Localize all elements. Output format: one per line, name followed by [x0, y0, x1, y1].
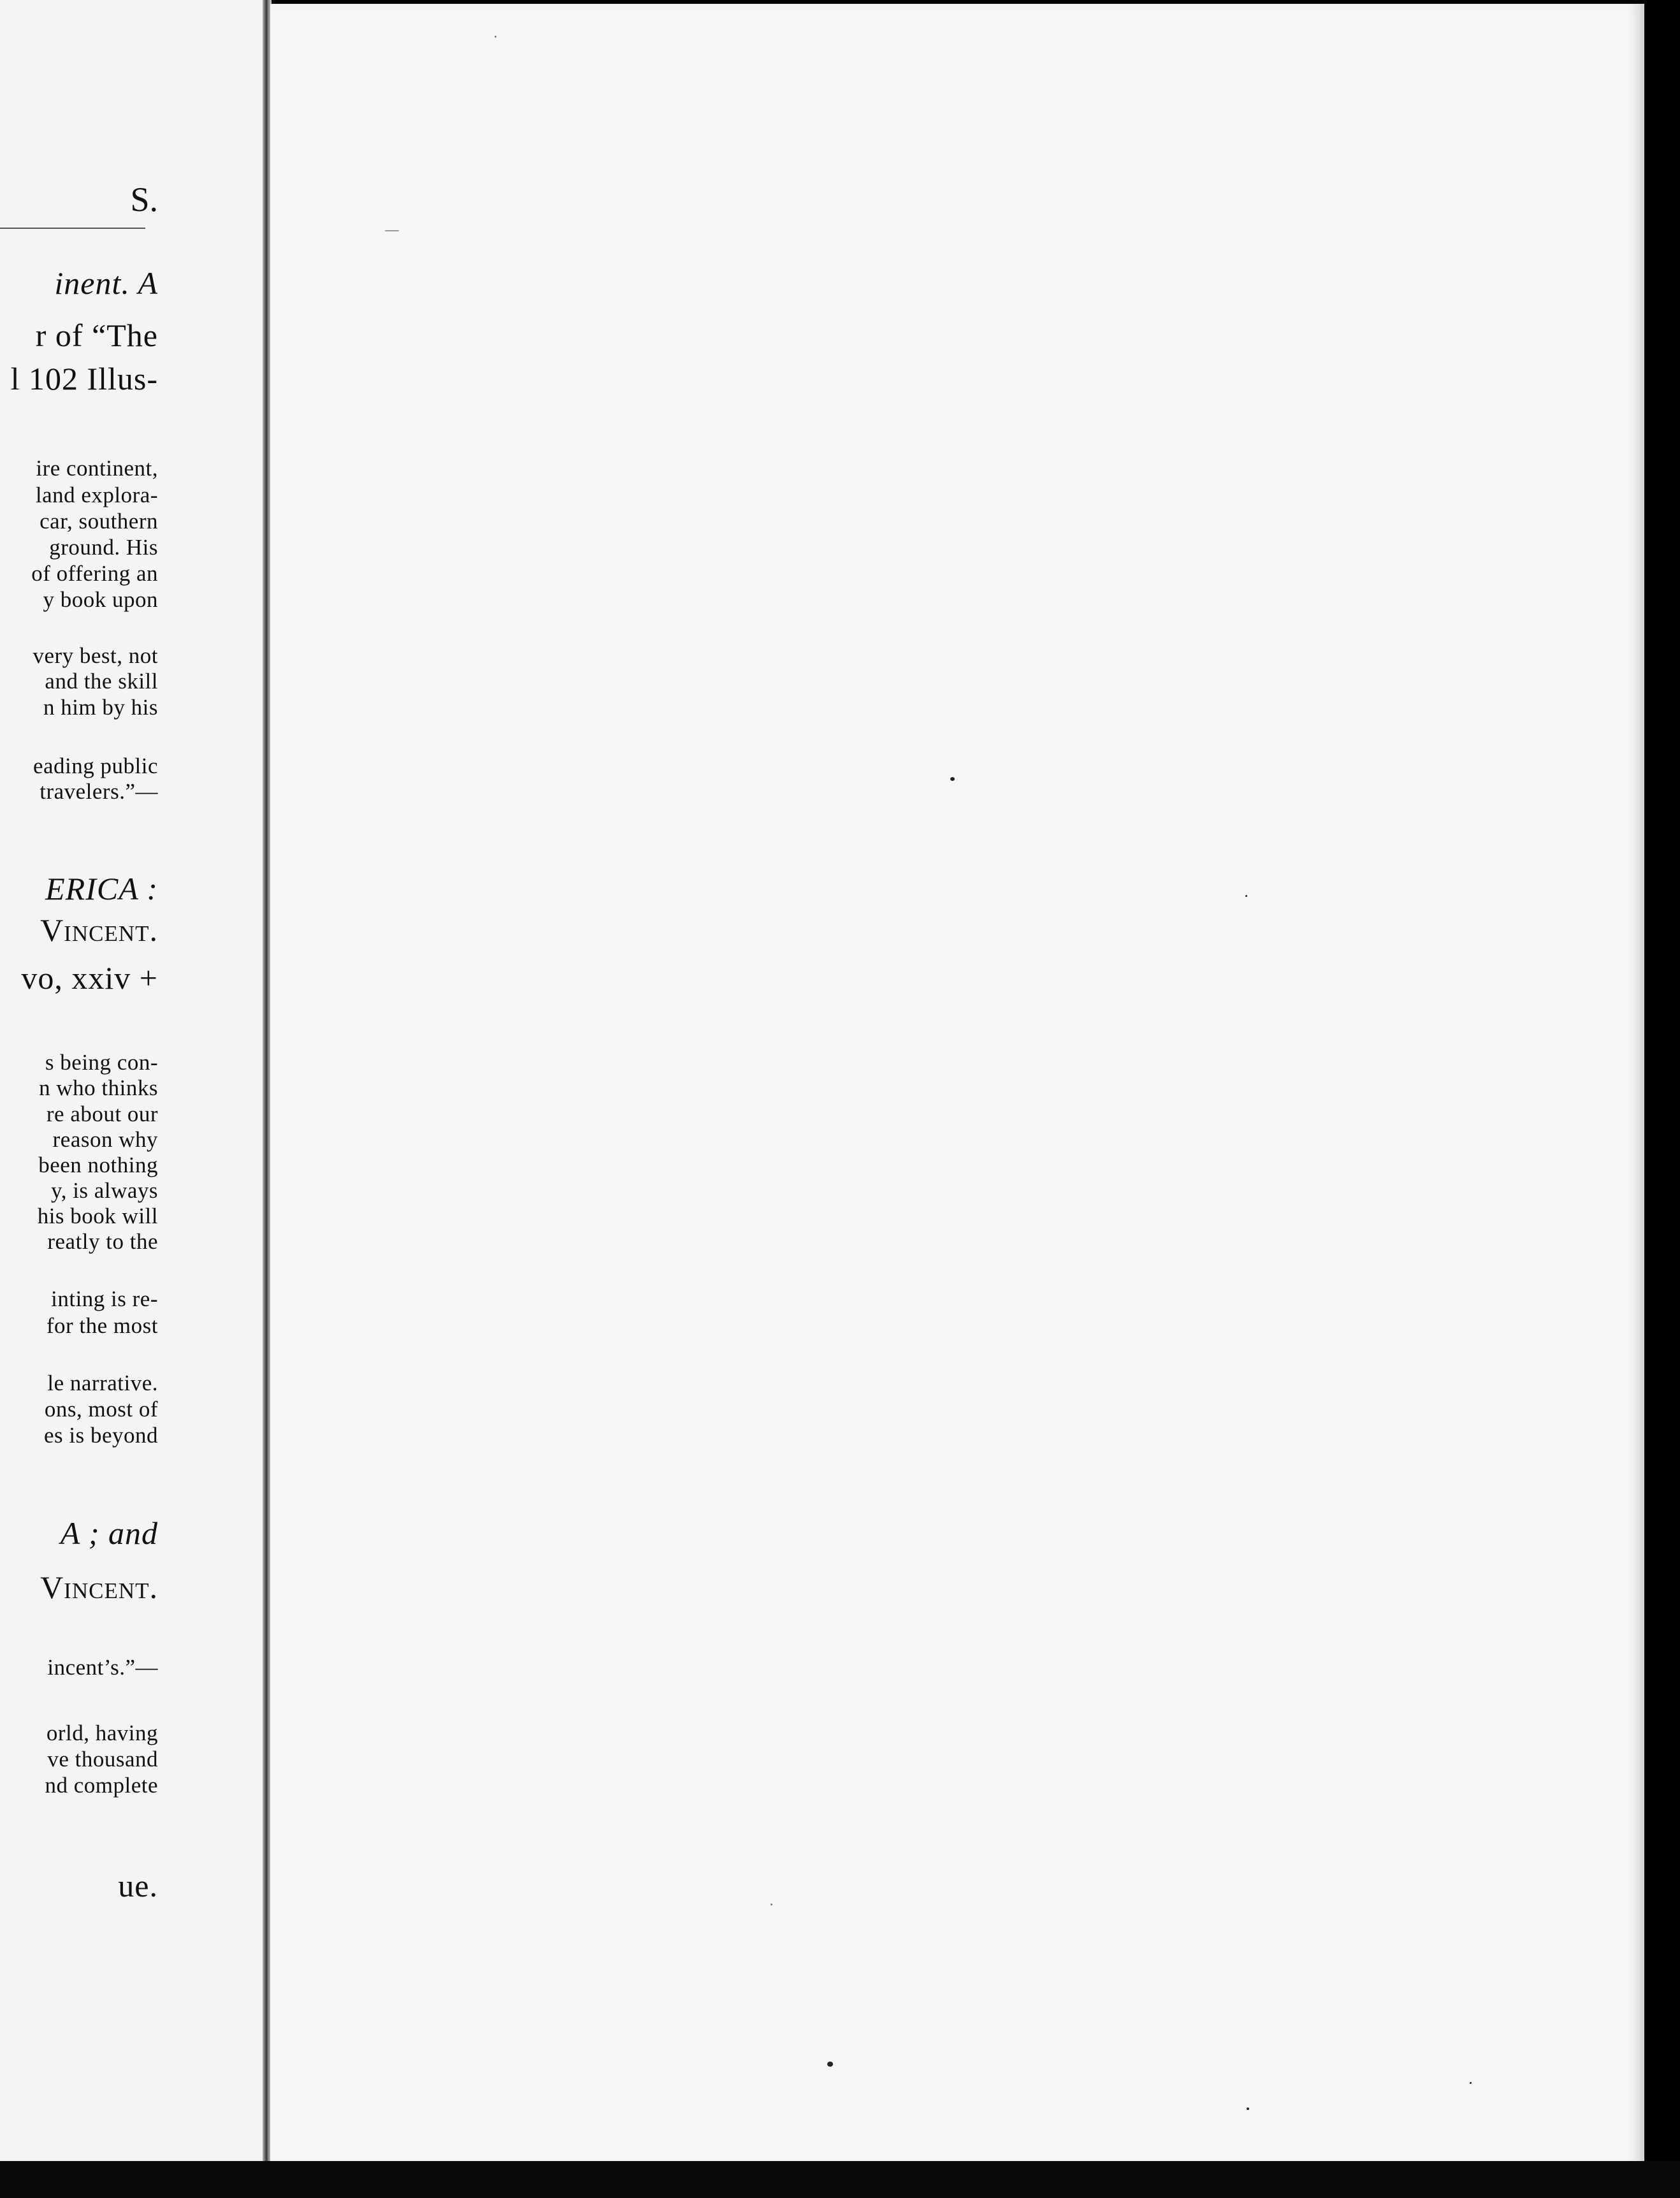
entry-2-title-line-3: vo, xxiv +	[21, 960, 158, 996]
entry-2-author: Vincent.	[40, 912, 158, 948]
entry-2-review-line: re about our	[46, 1102, 158, 1126]
entry-2-review-line: for the most	[46, 1313, 158, 1338]
entry-2-review-line: ons, most of	[44, 1397, 158, 1422]
entry-2-review-line: n who thinks	[39, 1075, 158, 1100]
entry-2-review-line: been nothing	[38, 1153, 158, 1177]
entry-3-review-line: incent’s.”—	[47, 1655, 158, 1680]
entry-1-title-text: inent. A	[54, 265, 158, 301]
entry-2-review-line: reason why	[52, 1127, 158, 1152]
catalogue-fragment: ue.	[118, 1868, 158, 1903]
entry-1-title-line-2: r of “The	[35, 317, 158, 353]
entry-3-review-line: ve thousand	[47, 1747, 158, 1772]
entry-2-review-line: inting is re-	[51, 1286, 158, 1311]
entry-2-review-line: s being con-	[45, 1050, 158, 1075]
entry-1-review-line: eading public	[33, 753, 158, 778]
entry-2-review-line: reatly to the	[47, 1229, 158, 1254]
entry-1-title-line-1	[54, 265, 158, 302]
paper-speck	[771, 1903, 772, 1905]
entry-3-title-line-1: A ; and	[60, 1515, 158, 1551]
entry-1-review-line: very best, not	[33, 643, 158, 668]
heading-rule	[0, 228, 145, 229]
entry-1-title-line-3: l 102 Illus-	[10, 361, 158, 397]
page-heading-fragment: S.	[130, 180, 158, 219]
entry-1-review-line: y book upon	[43, 587, 158, 612]
paper-mark	[385, 230, 399, 231]
entry-3-author: Vincent.	[40, 1569, 158, 1605]
entry-1-review-line: ground. His	[49, 535, 158, 560]
scan-bottom-edge	[0, 2161, 1680, 2198]
entry-1-review-line: ire continent,	[36, 456, 158, 481]
paper-speck	[1470, 2082, 1472, 2084]
entry-1-review-line: travelers.”—	[40, 779, 158, 804]
paper-speck	[1247, 2107, 1249, 2110]
entry-3-review-line: nd complete	[45, 1773, 158, 1798]
entry-1-review-line: n him by his	[43, 695, 158, 720]
entry-2-title-line-1: ERICA :	[45, 871, 158, 906]
entry-2-review-line: his book will	[37, 1204, 158, 1228]
right-page-blank	[270, 4, 1644, 2166]
entry-1-review-line: land explora-	[35, 483, 158, 507]
paper-speck	[827, 2062, 833, 2067]
entry-3-review-line: orld, having	[46, 1721, 158, 1745]
entry-2-review-line: es is beyond	[43, 1423, 158, 1448]
entry-2-review-line: le narrative.	[47, 1371, 158, 1395]
left-page-fragment	[0, 0, 266, 2167]
entry-2-review-line: y, is always	[50, 1178, 158, 1203]
entry-1-review-line: car, southern	[40, 509, 158, 534]
paper-speck	[950, 777, 955, 781]
paper-speck	[495, 36, 496, 38]
paper-speck	[1245, 895, 1247, 897]
entry-1-review-line: and the skill	[45, 669, 158, 694]
entry-1-review-line: of offering an	[31, 561, 158, 586]
